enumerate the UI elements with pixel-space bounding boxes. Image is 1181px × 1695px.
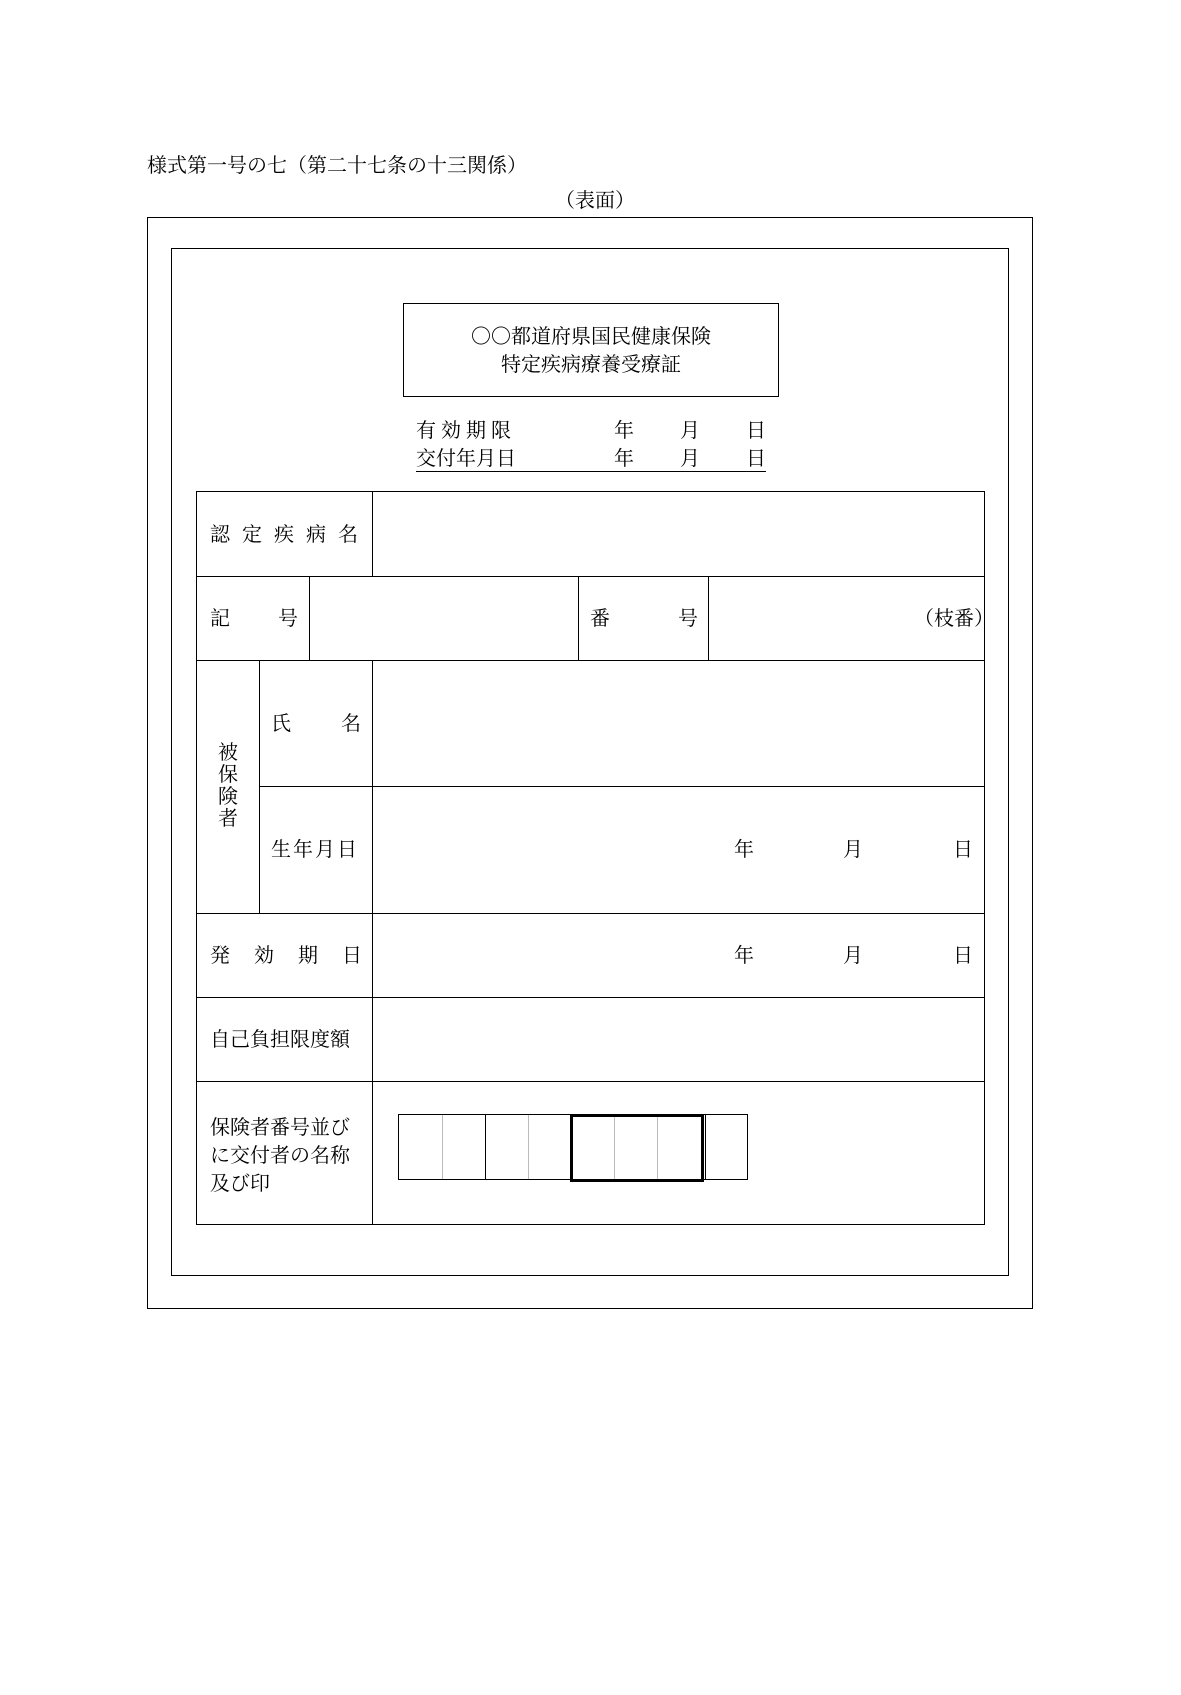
symbol-label-char-a: 記 [210, 606, 230, 630]
issued-date-label: 交付年月日 [416, 446, 516, 470]
birth-year: 年 [734, 837, 754, 861]
effective-date-label: 発効期日 [210, 943, 386, 967]
row-divider [197, 913, 984, 914]
col-divider [578, 576, 579, 660]
branch-number-label: （枝番） [914, 606, 994, 630]
row-divider [197, 997, 984, 998]
card-title-line1: 〇〇都道府県国民健康保険 [471, 324, 711, 348]
col-divider [259, 660, 260, 913]
row-divider [197, 576, 984, 577]
birth-month: 月 [843, 837, 863, 861]
birth-date-label: 生年月日 [271, 837, 359, 861]
name-label-char-a: 氏 [271, 711, 291, 735]
row-divider [259, 786, 984, 787]
issued-day: 日 [746, 446, 766, 470]
insurer-label-line2: に交付者の名称 [210, 1143, 350, 1167]
effective-day: 日 [953, 943, 973, 967]
col-divider [372, 660, 373, 1224]
form-title: 様式第一号の七（第二十七条の十三関係） [147, 153, 527, 177]
valid-until-row [416, 417, 766, 443]
certificate-table [196, 491, 994, 1225]
insurer-label-line3: 及び印 [210, 1171, 270, 1195]
col-divider [309, 576, 310, 660]
issued-year: 年 [614, 446, 634, 470]
col-divider [372, 492, 373, 576]
number-label [590, 605, 698, 631]
effective-month: 月 [843, 943, 863, 967]
check-digit-box [570, 1114, 704, 1182]
valid-until-month: 月 [680, 418, 700, 442]
valid-until-day: 日 [746, 418, 766, 442]
issued-month: 月 [680, 446, 700, 470]
insured-person-label: 被保険者 [218, 740, 238, 830]
symbol-label [210, 605, 298, 631]
issued-date-row [416, 445, 766, 472]
birth-day: 日 [953, 837, 973, 861]
number-label-char-a: 番 [590, 606, 610, 630]
digit-divider [528, 1115, 529, 1179]
name-label [271, 710, 361, 736]
valid-until-year: 年 [614, 418, 634, 442]
side-label: （表面） [555, 188, 635, 212]
effective-year: 年 [734, 943, 754, 967]
number-label-char-b: 号 [678, 606, 698, 630]
symbol-label-char-b: 号 [278, 606, 298, 630]
card-title-box [403, 303, 779, 397]
disease-label: 認定疾病名 [210, 522, 370, 546]
valid-until-label: 有効期限 [416, 418, 516, 442]
col-divider [708, 576, 709, 660]
insurer-label-line1: 保険者番号並び [210, 1115, 350, 1139]
row-divider [197, 660, 984, 661]
digit-divider [442, 1115, 443, 1179]
copay-limit-label: 自己負担限度額 [210, 1027, 350, 1051]
card-title-line2: 特定疾病療養受療証 [501, 352, 681, 376]
row-divider [197, 1081, 984, 1082]
name-label-char-b: 名 [341, 711, 361, 735]
digit-divider [485, 1115, 486, 1179]
digit-divider [705, 1115, 706, 1179]
